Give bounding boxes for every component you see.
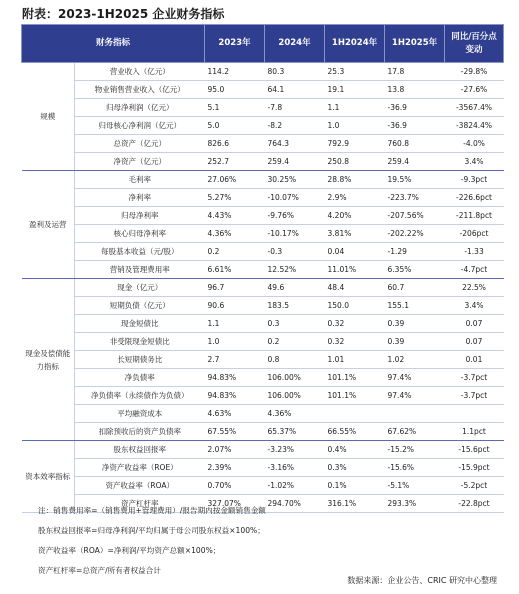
value-cell: 259.4 — [265, 153, 325, 171]
value-cell: 764.3 — [265, 135, 325, 153]
value-cell: -10.17% — [265, 225, 325, 243]
value-cell: 0.8 — [265, 351, 325, 369]
indicator-label: 核心归母净利率 — [75, 225, 205, 243]
value-cell: 6.35% — [385, 261, 445, 279]
value-cell: 0.39 — [385, 315, 445, 333]
value-cell: 101.1% — [325, 387, 385, 405]
table-row — [22, 63, 504, 81]
footnote: 资产收益率（ROA）=净利润/平均资产总额×100%； — [38, 546, 221, 555]
indicator-label: 现金短债比 — [75, 315, 205, 333]
value-cell: -36.9 — [385, 99, 445, 117]
financial-indicators-table — [21, 24, 504, 513]
value-cell: 97.4% — [385, 369, 445, 387]
value-cell: -3.16% — [265, 459, 325, 477]
indicator-label: 毛利率 — [75, 171, 205, 189]
indicator-label: 归母核心净利润（亿元） — [75, 117, 205, 135]
value-cell: 0.4% — [325, 441, 385, 459]
value-cell: -1.29 — [385, 243, 445, 261]
value-cell: 1.0 — [205, 333, 265, 351]
value-cell: 0.01 — [445, 351, 504, 369]
indicator-label: 净负债率（永续债作为负债） — [75, 387, 205, 405]
indicator-label: 非受限现金短债比 — [75, 333, 205, 351]
value-cell: 67.55% — [205, 423, 265, 441]
table-row — [22, 351, 504, 369]
value-cell: 67.62% — [385, 423, 445, 441]
table-row — [22, 459, 504, 477]
indicator-label: 资产收益率（ROA） — [75, 477, 205, 495]
value-cell: 94.83% — [205, 387, 265, 405]
value-cell: -3.7pct — [445, 387, 504, 405]
value-cell: 0.2 — [265, 333, 325, 351]
value-cell: 5.1 — [205, 99, 265, 117]
value-cell: 1.1 — [325, 99, 385, 117]
footnote: 注：销售费用率=（销售费用+管理费用）/报告期内按金额销售金额 — [38, 506, 266, 515]
table-row — [22, 261, 504, 279]
value-cell: -207.56% — [385, 207, 445, 225]
table-row — [22, 405, 504, 423]
group-label: 现金及偿债能力指标 — [22, 279, 75, 441]
value-cell: 2.7 — [205, 351, 265, 369]
indicator-label: 平均融资成本 — [75, 405, 205, 423]
header-cell: 财务指标 — [22, 25, 205, 63]
table-row — [22, 81, 504, 99]
value-cell: 259.4 — [385, 153, 445, 171]
value-cell: 3.4% — [445, 297, 504, 315]
indicator-label: 净资产（亿元） — [75, 153, 205, 171]
value-cell: -202.22% — [385, 225, 445, 243]
value-cell: -9.3pct — [445, 171, 504, 189]
value-cell: 66.55% — [325, 423, 385, 441]
table-row — [22, 207, 504, 225]
value-cell: 90.6 — [205, 297, 265, 315]
value-cell: 2.39% — [205, 459, 265, 477]
value-cell: -3567.4% — [445, 99, 504, 117]
header-row — [22, 25, 504, 63]
value-cell: 0.3 — [265, 315, 325, 333]
table-row — [22, 477, 504, 495]
value-cell: -8.2 — [265, 117, 325, 135]
value-cell: 22.5% — [445, 279, 504, 297]
value-cell: 27.06% — [205, 171, 265, 189]
value-cell: 155.1 — [385, 297, 445, 315]
value-cell: 183.5 — [265, 297, 325, 315]
value-cell: 316.1% — [325, 495, 385, 513]
value-cell: 1.1pct — [445, 423, 504, 441]
header-cell: 2024年 — [265, 25, 325, 63]
indicator-label: 归母净利率 — [75, 207, 205, 225]
value-cell: 28.8% — [325, 171, 385, 189]
value-cell: 101.1% — [325, 369, 385, 387]
value-cell: 5.0 — [205, 117, 265, 135]
table-row — [22, 117, 504, 135]
value-cell: 19.1 — [325, 81, 385, 99]
value-cell: -15.6pct — [445, 441, 504, 459]
value-cell: 3.4% — [445, 153, 504, 171]
table-row — [22, 135, 504, 153]
value-cell: 5.27% — [205, 189, 265, 207]
value-cell: 826.6 — [205, 135, 265, 153]
value-cell: -7.8 — [265, 99, 325, 117]
value-cell: 792.9 — [325, 135, 385, 153]
value-cell: 19.5% — [385, 171, 445, 189]
value-cell: -4.0% — [445, 135, 504, 153]
value-cell: -211.8pct — [445, 207, 504, 225]
value-cell: 2.9% — [325, 189, 385, 207]
value-cell: 0.32 — [325, 333, 385, 351]
value-cell: 327.07% — [205, 495, 265, 513]
table-row — [22, 423, 504, 441]
value-cell: 0.1% — [325, 477, 385, 495]
indicator-label: 现金（亿元） — [75, 279, 205, 297]
value-cell: 3.81% — [325, 225, 385, 243]
value-cell: 0.70% — [205, 477, 265, 495]
value-cell: 0.39 — [385, 333, 445, 351]
value-cell: 64.1 — [265, 81, 325, 99]
header-cell: 同比/百分点 变动 — [445, 25, 504, 63]
value-cell: -22.8pct — [445, 495, 504, 513]
value-cell: 2.07% — [205, 441, 265, 459]
value-cell: -15.9pct — [445, 459, 504, 477]
footnote: 资产杠杆率=总资产/所有者权益合计 — [38, 566, 161, 575]
value-cell — [325, 405, 385, 423]
indicator-label: 净负债率 — [75, 369, 205, 387]
value-cell: -5.2pct — [445, 477, 504, 495]
value-cell: 4.20% — [325, 207, 385, 225]
indicator-label: 净资产收益率（ROE） — [75, 459, 205, 477]
value-cell: 1.1 — [205, 315, 265, 333]
value-cell — [445, 405, 504, 423]
value-cell: -223.7% — [385, 189, 445, 207]
value-cell: 94.83% — [205, 369, 265, 387]
data-source: 数据来源：企业公告、CRIC 研究中心整理 — [347, 576, 497, 585]
value-cell: -15.6% — [385, 459, 445, 477]
value-cell: 95.0 — [205, 81, 265, 99]
value-cell — [385, 405, 445, 423]
indicator-label: 营业收入（亿元） — [75, 63, 205, 81]
value-cell: 0.2 — [205, 243, 265, 261]
header-cell: 1H2024年 — [325, 25, 385, 63]
value-cell: 0.04 — [325, 243, 385, 261]
value-cell: 760.8 — [385, 135, 445, 153]
value-cell: -206pct — [445, 225, 504, 243]
value-cell: 6.61% — [205, 261, 265, 279]
value-cell: 294.70% — [265, 495, 325, 513]
table-row — [22, 297, 504, 315]
indicator-label: 归母净利润（亿元） — [75, 99, 205, 117]
value-cell: 97.4% — [385, 387, 445, 405]
indicator-label: 短期负债（亿元） — [75, 297, 205, 315]
value-cell: 4.36% — [265, 405, 325, 423]
indicator-label: 长短期债务比 — [75, 351, 205, 369]
value-cell: -3.7pct — [445, 369, 504, 387]
indicator-label: 净利率 — [75, 189, 205, 207]
value-cell: 1.0 — [325, 117, 385, 135]
value-cell: -4.7pct — [445, 261, 504, 279]
indicator-label: 营销及管理费用率 — [75, 261, 205, 279]
group-label: 盈利及运营 — [22, 171, 75, 279]
table-row — [22, 387, 504, 405]
value-cell: 252.7 — [205, 153, 265, 171]
table-row — [22, 279, 504, 297]
value-cell: 49.6 — [265, 279, 325, 297]
footnote: 股东权益回报率=归母净利润/平均归属于母公司股东权益×100%； — [38, 526, 265, 535]
table-row — [22, 441, 504, 459]
value-cell: 80.3 — [265, 63, 325, 81]
value-cell: -3.23% — [265, 441, 325, 459]
value-cell: 65.37% — [265, 423, 325, 441]
table-row — [22, 315, 504, 333]
value-cell: 114.2 — [205, 63, 265, 81]
indicator-label: 股东权益回报率 — [75, 441, 205, 459]
value-cell: 11.01% — [325, 261, 385, 279]
table-row — [22, 171, 504, 189]
value-cell: 0.07 — [445, 315, 504, 333]
header-cell: 1H2025年 — [385, 25, 445, 63]
indicator-label: 总资产（亿元） — [75, 135, 205, 153]
value-cell: -226.6pct — [445, 189, 504, 207]
group-label: 资本效率指标 — [22, 441, 75, 513]
value-cell: 293.3% — [385, 495, 445, 513]
table-row — [22, 225, 504, 243]
value-cell: -15.2% — [385, 441, 445, 459]
value-cell: 48.4 — [325, 279, 385, 297]
value-cell: 4.36% — [205, 225, 265, 243]
value-cell: -1.02% — [265, 477, 325, 495]
value-cell: -1.33 — [445, 243, 504, 261]
value-cell: 30.25% — [265, 171, 325, 189]
value-cell: 250.8 — [325, 153, 385, 171]
value-cell: 106.00% — [265, 387, 325, 405]
value-cell: 150.0 — [325, 297, 385, 315]
value-cell: -3824.4% — [445, 117, 504, 135]
table-row — [22, 369, 504, 387]
value-cell: 13.8 — [385, 81, 445, 99]
indicator-label: 扣除预收后的资产负债率 — [75, 423, 205, 441]
value-cell: 60.7 — [385, 279, 445, 297]
value-cell: -10.07% — [265, 189, 325, 207]
header-cell: 2023年 — [205, 25, 265, 63]
table-row — [22, 333, 504, 351]
value-cell: 25.3 — [325, 63, 385, 81]
value-cell: -5.1% — [385, 477, 445, 495]
table-title: 附表：2023-1H2025 企业财务指标 — [22, 7, 225, 21]
table-row — [22, 243, 504, 261]
indicator-label: 资产杠杆率 — [75, 495, 205, 513]
value-cell: -36.9 — [385, 117, 445, 135]
value-cell: -9.76% — [265, 207, 325, 225]
table-row — [22, 153, 504, 171]
table-row — [22, 189, 504, 207]
value-cell: 0.3% — [325, 459, 385, 477]
value-cell: 4.43% — [205, 207, 265, 225]
indicator-label: 每股基本收益（元/股） — [75, 243, 205, 261]
value-cell: -29.8% — [445, 63, 504, 81]
value-cell: 96.7 — [205, 279, 265, 297]
value-cell: 1.01 — [325, 351, 385, 369]
footnotes — [38, 501, 266, 581]
value-cell: 17.8 — [385, 63, 445, 81]
value-cell: 12.52% — [265, 261, 325, 279]
table-row — [22, 99, 504, 117]
group-label: 规模 — [22, 63, 75, 171]
value-cell: -0.3 — [265, 243, 325, 261]
value-cell: 0.32 — [325, 315, 385, 333]
value-cell: 106.00% — [265, 369, 325, 387]
value-cell: 0.07 — [445, 333, 504, 351]
value-cell: 4.63% — [205, 405, 265, 423]
value-cell: -27.6% — [445, 81, 504, 99]
value-cell: 1.02 — [385, 351, 445, 369]
indicator-label: 物业销售营业收入（亿元） — [75, 81, 205, 99]
